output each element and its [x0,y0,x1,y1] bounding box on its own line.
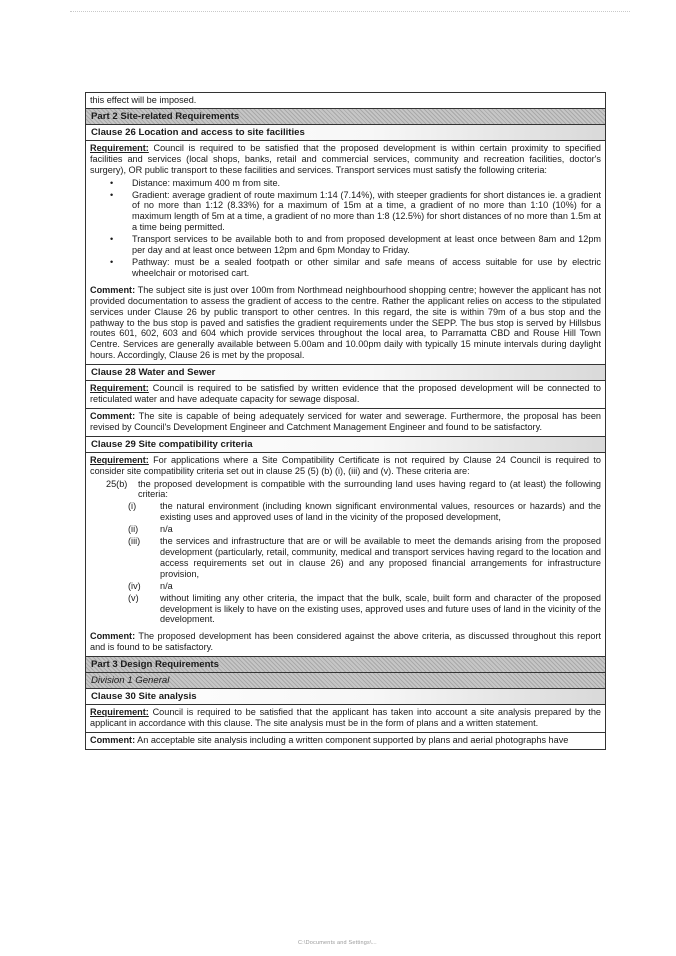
clause28-requirement [90,383,601,405]
comment-label: Comment: [90,284,136,295]
list-item: • Distance: maximum 400 m from site. [132,178,601,189]
clause30-comment [90,735,601,746]
criterion-number: (v) [128,592,139,603]
comment-text: The proposed development has been considered against the above criteria, as discussed throughout this report and is found to be satisfactory. [90,631,601,653]
list-item: • Pathway: must be a sealed footpath or other similar and safe means of access suitable for use by electric wheelchair or motorised cart. [132,257,601,279]
criterion-item [90,536,601,580]
requirement-label: Requirement: [90,142,149,153]
clause26-requirement [90,143,601,176]
criterion-text: without limiting any other criteria, the impact that the bulk, scale, built form and character of the proposed development is likely to have on the existing uses, approved uses and future uses of land in the vicinity of the development. [160,592,601,625]
document-table [85,92,606,750]
comment-label: Comment: [90,631,136,642]
clause-text: the proposed development is compatible with the surrounding land uses having regard to (at least) the following criteria: [138,478,601,500]
clause-25b [90,479,601,501]
criterion-number: (ii) [128,524,139,535]
comment-label: Comment: [90,734,136,745]
clause29-requirement [90,455,601,477]
clause30-heading: Clause 30 Site analysis [86,689,605,705]
criterion-number: (iii) [128,536,141,547]
requirement-text: Council is required to be satisfied by written evidence that the proposed development will be connected to reticulated water and have adequate capacity for sewage disposal. [90,383,601,405]
requirement-text: Council is required to be satisfied that the applicant has taken into account a site analysis prepared by the applicant in accordance with this clause. The site analysis must be in the form of plans and a written statement. [90,707,601,729]
requirement-label: Requirement: [90,454,149,465]
criterion-item [90,593,601,626]
footer-path: C:\Documents and Settings\... [298,940,377,946]
part2-heading: Part 2 Site-related Requirements [86,109,605,125]
criterion-item [90,581,601,592]
clause30-comment-row [86,733,605,750]
comment-text: The site is capable of being adequately serviced for water and sewerage. Furthermore, the proposal has been revised by Council's Development Engineer and Catchment Management Engineer and found to be satisfactory. [90,410,601,432]
division-heading: Division 1 General [86,673,605,689]
criterion-number: (iv) [128,580,141,591]
clause30-requirement [90,707,601,729]
clause28-requirement-row [86,381,605,409]
criterion-item [90,524,601,535]
comment-label: Comment: [90,410,136,421]
clause26-heading: Clause 26 Location and access to site facilities [86,125,605,141]
clause30-requirement-row [86,705,605,733]
requirement-label: Requirement: [90,383,149,394]
clause-number: 25(b) [106,478,128,489]
clause26-body [86,141,605,365]
clause28-comment [90,411,601,433]
continuation-row [86,93,605,109]
clause29-heading: Clause 29 Site compatibility criteria [86,437,605,453]
clause28-comment-row [86,409,605,437]
comment-text: The subject site is just over 100m from Northmead neighbourhood shopping centre; however the applicant has not provided documentation to assess the gradient of access to the centre. Rather the applicant relies on access to the stipulated services under Clause 26 by public transport to other centres. In this regard, the site is within 79m of a bus stop and the pathway to the bus stop is paved and satisfies the gradient requirements under the SEPP. The bus stop is served by Hillsbus routes 601, 602, 603 and 604 which provide services throughout the local area, to Parramatta CBD and Rouse Hill Town Centre. Services are generally available between 5.00am and 10.00pm daily with typically 15 minute intervals during daylight hours. Accordingly, Clause 26 is met by the proposal. [90,284,601,361]
part3-heading: Part 3 Design Requirements [86,657,605,673]
list-item: • Transport services to be available both to and from proposed development at least once between 8am and 12pm per day and at least once between 12pm and 6pm Monday to Friday. [132,234,601,256]
criterion-number: (i) [128,501,137,512]
criterion-item [90,501,601,523]
clause26-comment [90,285,601,361]
requirement-label: Requirement: [90,707,149,718]
criterion-text: n/a [160,524,173,535]
continuation-text: this effect will be imposed. [90,95,197,105]
criterion-text: the natural environment (including known significant environmental values, resources or hazards) and the existing uses and approved uses of land in the vicinity of the proposed development, [160,501,601,523]
requirement-text: Council is required to be satisfied that the proposed development is within certain proximity to specified facilities and services (local shops, banks, retail and commercial services, community and recreation facilities, doctor's surgery), OR public transport to these facilities and services. Transport services must satisfy the following criteria: [90,142,601,175]
scan-noise-line [70,11,630,12]
list-item: • Gradient: average gradient of route maximum 1:14 (7.14%), with steeper gradients for short distances ie. a gradient of no more than 1:12 (8.33%) for a maximum of 15m at a time, a gradient of no more than 1:10 (10%) for a maximum length of 5m at a time, a gradient of no more than 1:8 (12.5%) for short distances of no more than 1.5m at a time being permitted. [132,190,601,234]
clause28-heading: Clause 28 Water and Sewer [86,365,605,381]
criterion-text: the services and infrastructure that are or will be available to meet the demands arising from the proposed development (particularly, retail, community, medical and transport services having regard to the location and access requirements set out in clause 26) and any proposed financial arrangements for infrastructure provision, [160,536,601,579]
criterion-text: n/a [160,580,173,591]
comment-text: An acceptable site analysis including a written component supported by plans and aerial photographs have [135,734,569,745]
requirement-text: For applications where a Site Compatibility Certificate is not required by Clause 24 Council is required to consider site compatibility criteria set out in clause 25 (5) (b) (i), (iii) and (v). These criteria are: [90,454,601,476]
clause29-comment [90,631,601,653]
clause29-body [86,453,605,657]
criteria-list [90,178,601,279]
